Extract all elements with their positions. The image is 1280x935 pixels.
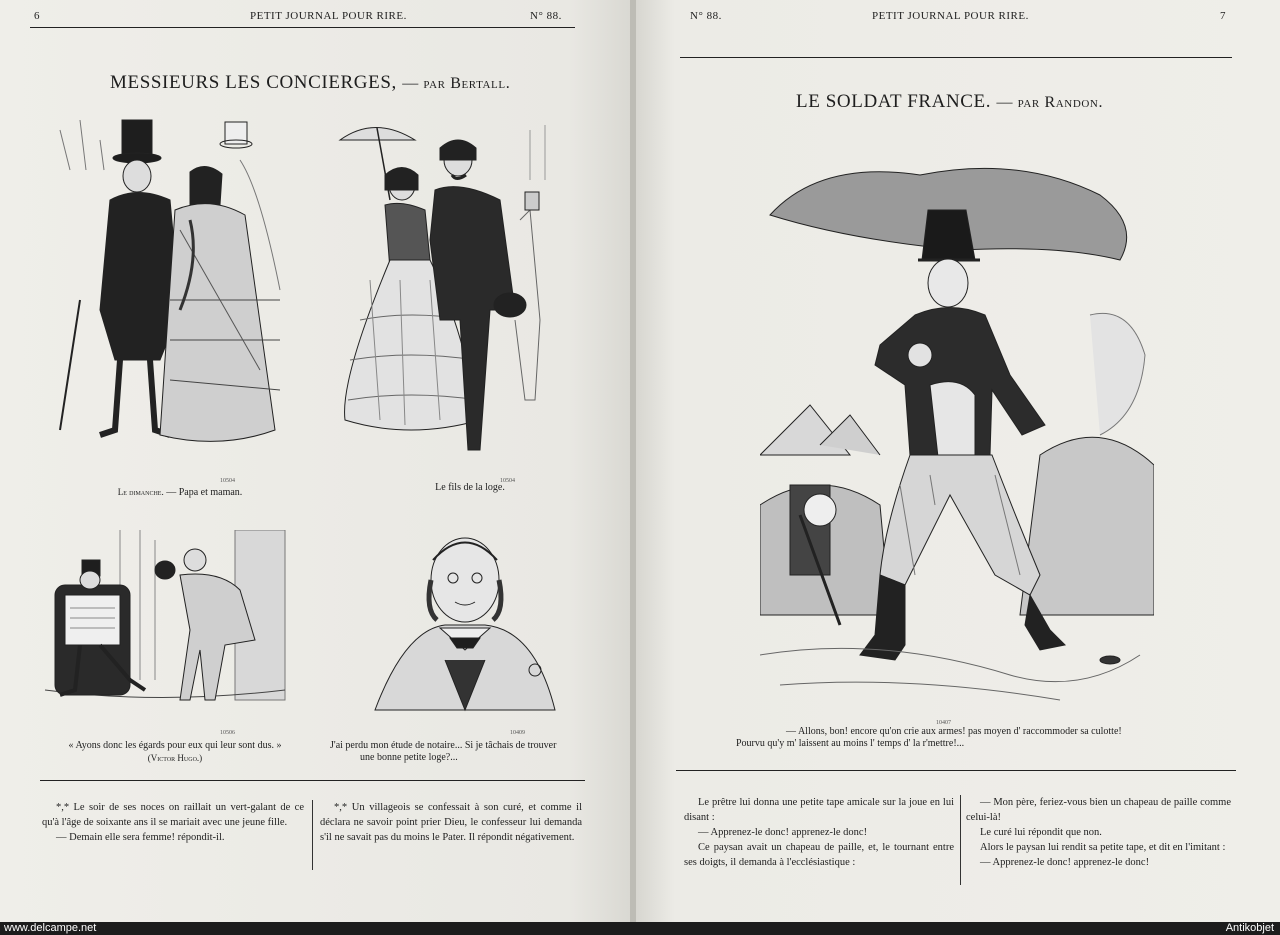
right-col1-paragraph2: — Apprenez-le donc! apprenez-le donc! (698, 827, 868, 838)
left-page-number: 6 (34, 10, 40, 22)
panel3-caption-text: « Ayons donc les égards pour eux qui leur sont dus. » (68, 740, 282, 751)
right-col1-paragraph1: Le prêtre lui donna une petite tape amicale sur la joue en lui disant : (684, 797, 954, 823)
right-page (636, 0, 1280, 922)
footer-seller-text: Antikobjet (1225, 922, 1274, 934)
right-running-head (684, 8, 1232, 26)
left-page (0, 0, 632, 922)
left-journal-title: PETIT JOURNAL POUR RIRE. (250, 10, 407, 22)
illustration-fils-de-la-loge (330, 120, 580, 470)
panel4-caption-text: J'ai perdu mon étude de notaire... Si je tâchais de trouver (330, 740, 557, 751)
left-col1-paragraph1: *,* Le soir de ses noces on raillait un vert-galant de ce qu'à l'âge de soixante ans il se mariait avec une jeune fille. (42, 802, 304, 828)
right-col1-paragraph3: Ce paysan avait un chapeau de paille, et, le tournant entre ses doigts, il demanda à l'ecclésiastique : (684, 842, 954, 868)
panel1-plate-number: 10504 (220, 478, 235, 484)
panel4-caption-text2: une bonne petite loge?... (360, 752, 458, 763)
right-column-divider (960, 795, 961, 885)
illustration-notaire-portrait (345, 520, 575, 720)
left-text-column-1 (42, 800, 304, 845)
watermark-footer (0, 922, 1280, 935)
panel1-caption (70, 486, 290, 499)
left-byline: — par Bertall. (402, 75, 511, 92)
right-text-column-1 (684, 795, 954, 870)
left-head-rule (30, 27, 575, 28)
left-title-text: MESSIEURS LES CONCIERGES, (110, 72, 397, 93)
panel2-plate-number: 10504 (500, 478, 515, 484)
panel2-caption: Le fils de la loge. (435, 482, 505, 493)
illustration-soldat-france (760, 155, 1154, 715)
right-text-column-2 (966, 795, 1231, 870)
right-plate-number: 10407 (936, 720, 951, 726)
illustration-ayons-donc-les-egards (40, 530, 290, 720)
left-col1-paragraph2: — Demain elle sera femme! répondit-il. (56, 832, 225, 843)
right-head-rule (680, 57, 1232, 58)
panel3-plate-number: 10506 (220, 730, 235, 736)
right-text-rule (676, 770, 1236, 771)
panel1-caption-text: — Papa et maman. (166, 487, 243, 498)
right-title-text: LE SOLDAT FRANCE. (796, 91, 992, 112)
right-page-number: 7 (1220, 10, 1226, 22)
right-caption-line1: — Allons, bon! encore qu'on crie aux armes! pas moyen d' raccommoder sa culotte! (786, 726, 1122, 737)
right-col2-paragraph2: Le curé lui répondit que non. (980, 827, 1102, 838)
illustration-papa-et-maman (40, 110, 290, 470)
right-col2-paragraph4: — Apprenez-le donc! apprenez-le donc! (980, 857, 1150, 868)
panel3-caption (55, 740, 295, 764)
left-text-rule (40, 780, 585, 781)
right-caption-line2: Pourvu qu'y m' laissent au moins l' temps d' la r'mettre!... (736, 738, 965, 749)
left-running-head (30, 8, 602, 26)
panel4-plate-number: 10409 (510, 730, 525, 736)
left-article-title (110, 72, 510, 94)
right-col2-paragraph3: Alors le paysan lui rendit sa petite tape, et dit en l'imitant : (980, 842, 1226, 853)
left-column-divider (312, 800, 313, 870)
panel4-caption (330, 740, 575, 764)
panel3-caption-attribution: (Victor Hugo.) (147, 753, 203, 763)
right-article-title (796, 91, 1103, 113)
left-col2-paragraph: *,* Un villageois se confessait à son curé, et comme il déclara ne savoir point prier Dieu, le confesseur lui demanda s'il ne savait pas du moins le Pater. Il répondit négativement. (320, 802, 582, 843)
left-issue-number: N° 88. (530, 10, 562, 22)
right-caption (736, 726, 1186, 750)
footer-source-text: www.delcampe.net (4, 922, 97, 934)
right-issue-number: N° 88. (690, 10, 722, 22)
left-text-column-2 (320, 800, 582, 845)
right-journal-title: PETIT JOURNAL POUR RIRE. (872, 10, 1029, 22)
panel1-caption-prefix: Le dimanche. (117, 487, 164, 497)
right-col2-paragraph1: — Mon père, feriez-vous bien un chapeau de paille comme celui-là! (966, 797, 1231, 823)
right-byline: — par Randon. (996, 94, 1104, 111)
